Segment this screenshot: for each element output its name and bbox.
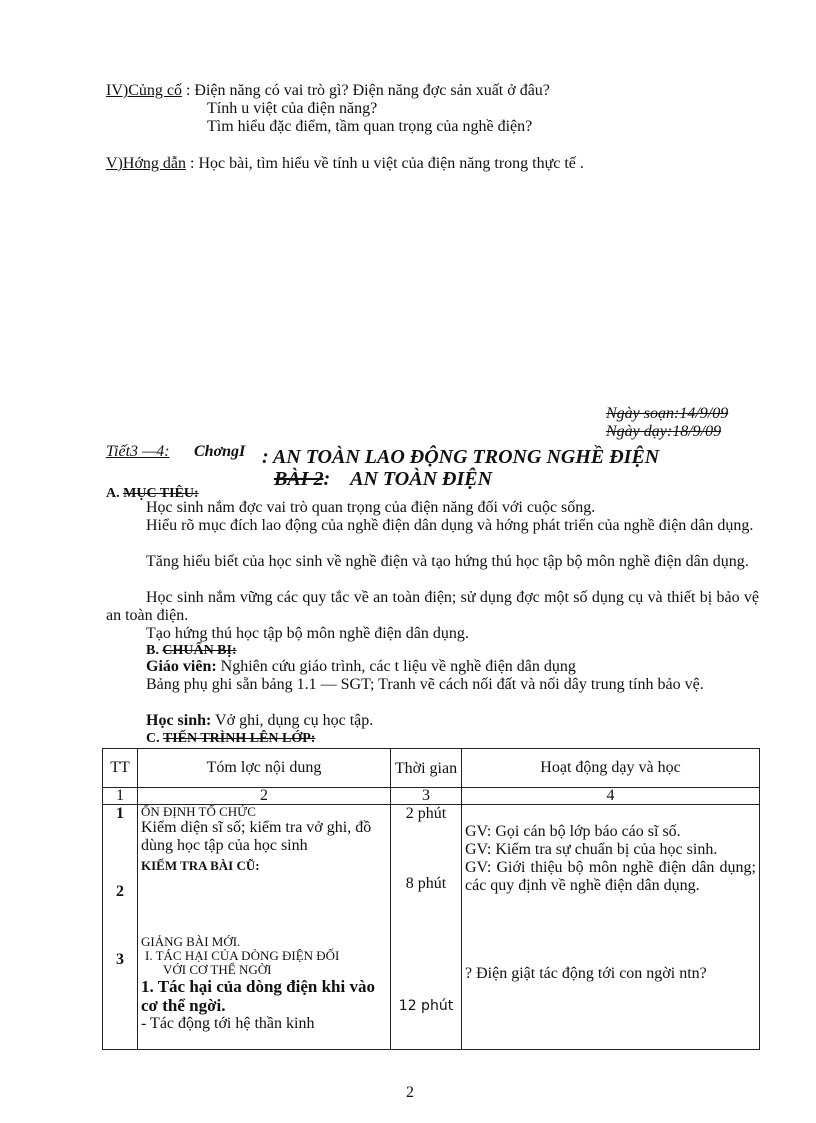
huongdan-label: V)Hớng dẫn — [106, 155, 186, 172]
objective-2 — [106, 517, 759, 535]
row-2-time: 8 phút — [405, 875, 447, 892]
objective-3 — [106, 553, 759, 571]
row-time — [391, 805, 462, 1050]
table-number-row — [103, 788, 760, 805]
objective-5 — [106, 625, 759, 643]
row-3-activity: ? Điện giật tác động tới con ngời ntn? — [465, 965, 707, 982]
bai-colon: : — [323, 468, 331, 490]
row-3-time: 12 phút — [398, 998, 454, 1014]
prep-teacher-2 — [106, 676, 759, 694]
header-tt: TT — [103, 749, 138, 788]
bai-label: BÀI 2 — [274, 468, 324, 490]
section-c-label: TIẾN TRÌNH LÊN LỚP: — [162, 731, 316, 746]
header-activity: Hoạt động dạy và học — [462, 749, 760, 788]
row-1-content: Kiểm diện sĩ số; kiểm tra vở ghi, đồ dùng học tập của học sinh — [141, 819, 372, 854]
cungco-label: IV)Củng cố — [106, 82, 182, 99]
row-1-activity-1: GV: Gọi cán bộ lớp báo cáo sĩ số. — [465, 823, 681, 840]
huongdan-line — [106, 155, 584, 173]
section-a-prefix: A. — [106, 486, 124, 501]
section-a-label: MỤC TIÊU: — [123, 486, 199, 501]
row-3-number: 3 — [116, 951, 124, 968]
page-number: 2 — [406, 1084, 414, 1101]
prep-teacher-2-text: Bảng phụ ghi sẵn bảng 1.1 — SGT; Tranh vẽ cách nối đất và nối dây trung tính bảo vệ. — [146, 676, 704, 693]
prep-student-label: Học sinh: — [146, 712, 212, 729]
row-1-tt — [103, 805, 138, 1050]
row-content — [138, 805, 391, 1050]
row-3-title: GIẢNG BÀI MỚI. — [141, 934, 241, 949]
prep-teacher — [106, 658, 759, 676]
bai-title-line — [274, 468, 492, 490]
prep-student — [106, 712, 759, 730]
row-3-sub-2: VỚI CƠ THỂ NGỜI — [163, 962, 272, 977]
chuong-label: ChơngI — [194, 443, 246, 460]
bai-title: AN TOÀN ĐIỆN — [350, 468, 493, 490]
row-1-activity-2: GV: Kiểm tra sự chuẩn bị của học sinh. — [465, 841, 718, 858]
col-number-4: 4 — [462, 788, 760, 805]
lesson-plan-table — [102, 748, 760, 1050]
objective-5-text: Tạo hứng thú học tập bộ môn nghề điện dân dụng. — [146, 625, 469, 642]
row-activity — [462, 805, 760, 1050]
section-c-heading — [146, 730, 315, 748]
row-3-text: - Tác động tới hệ thần kinh — [141, 1015, 315, 1032]
prep-teacher-text: Nghiên cứu giáo trình, các t liệu về nghề điện dân dụng — [216, 658, 576, 675]
header-content: Tóm lợc nội dung — [138, 749, 391, 788]
cungco-line-1 — [106, 82, 550, 100]
objective-1 — [106, 499, 759, 517]
row-2-number: 2 — [116, 883, 124, 900]
row-2-activity: GV: Giới thiệu bộ môn nghề điện dân dụng; các quy định về nghề điện dân dụng. — [465, 859, 756, 894]
section-b-label: CHUẨN BỊ: — [162, 643, 237, 658]
col-number-2: 2 — [138, 788, 391, 805]
prep-teacher-label: Giáo viên: — [146, 658, 217, 675]
col-number-1: 1 — [103, 788, 138, 805]
cungco-line-3: Tìm hiểu đặc điểm, tầm quan trọng của nghề điện? — [207, 118, 533, 135]
header-time: Thời gian — [391, 749, 462, 788]
row-1-number: 1 — [116, 805, 124, 822]
date-day: Ngày dạy:18/9/09 — [606, 423, 722, 440]
date-soan: Ngày soạn:14/9/09 — [606, 405, 729, 422]
row-3-heading: 1. Tác hại của dòng điện khi vào cơ thể ngời. — [141, 977, 375, 1015]
row-3-sub-1: I. TÁC HẠI CỦA DÒNG ĐIỆN ĐỐI — [145, 948, 340, 963]
table-row — [103, 805, 760, 1050]
objective-1-text: Học sinh nắm đợc vai trò quan trọng của điện năng đối với cuộc sống. — [146, 499, 596, 516]
objective-4-text: Học sinh nắm vững các quy tắc về an toàn điện; sử dụng đợc một số dụng cụ và thiết bị bảo vệ an toàn điện. — [106, 589, 759, 624]
chapter-title: : AN TOÀN LAO ĐỘNG TRONG NGHỀ ĐIỆN — [262, 446, 660, 468]
table-header-row — [103, 749, 760, 788]
cungco-text: : Điện năng có vai trò gì? Điện năng đợc sản xuất ở đâu? — [181, 82, 550, 99]
row-2-title: KIỂM TRA BÀI CŨ: — [141, 858, 260, 873]
huongdan-text: : Học bài, tìm hiểu về tính u việt của điện năng trong thực tế . — [186, 155, 584, 172]
cungco-line-2: Tính u việt của điện năng? — [207, 100, 378, 117]
objective-2-text: Hiểu rõ mục đích lao động của nghề điện dân dụng và hớng phát triển của nghề điện dân dụng. — [146, 517, 754, 534]
row-1-time: 2 phút — [405, 805, 447, 822]
objective-4 — [106, 589, 759, 625]
section-b-prefix: B. — [146, 643, 163, 658]
objective-3-text: Tăng hiểu biết của học sinh về nghề điện và tạo hứng thú học tập bộ môn nghề điện dân dụng. — [146, 553, 749, 570]
prep-student-text: Vở ghi, dụng cụ học tập. — [211, 712, 374, 729]
row-1-title: ỔN ĐỊNH TỔ CHỨC — [141, 804, 256, 819]
tiet-label: Tiết3 —4: — [106, 443, 170, 460]
section-c-prefix: C. — [146, 731, 163, 746]
col-number-3: 3 — [391, 788, 462, 805]
